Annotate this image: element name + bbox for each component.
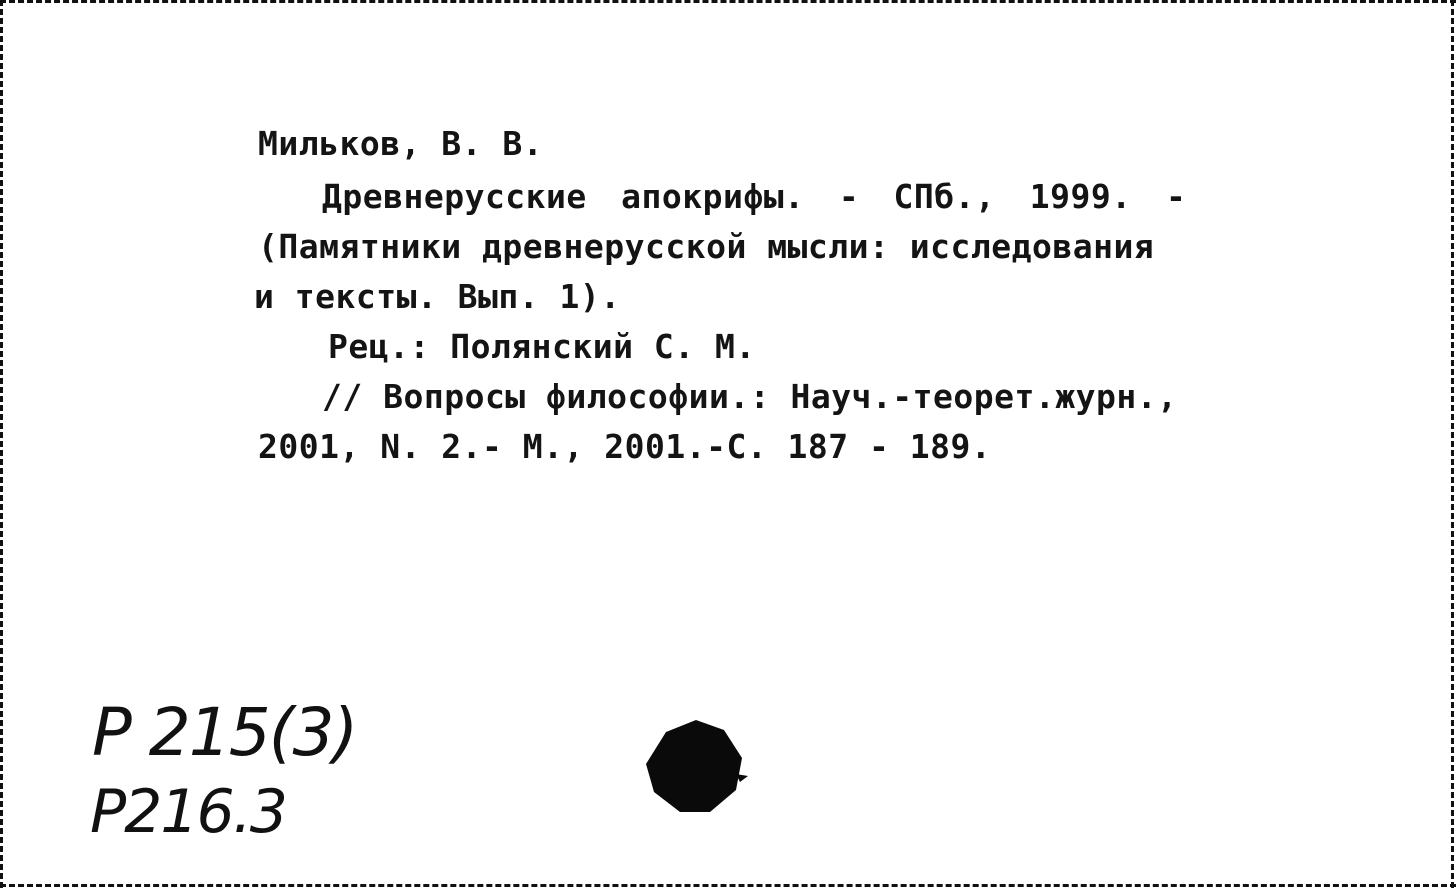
issue-pages-line: 2001, N. 2.- М., 2001.-С. 187 - 189. (258, 427, 992, 466)
card-left-border (0, 0, 3, 888)
card-top-border (0, 0, 1456, 3)
call-number-2: P216.3 (90, 777, 286, 847)
call-number-1: P 215(3) (92, 694, 357, 771)
journal-line: // Вопросы философии.: Науч.-теорет.журн., (322, 377, 1178, 416)
series-line: (Памятники древнерусской мысли: исследования (258, 227, 1155, 266)
author-heading: Мильков, В. В. (258, 124, 544, 163)
punch-hole (644, 718, 748, 816)
series-line-continued: и тексты. Вып. 1). (254, 277, 621, 316)
card-bottom-border (0, 884, 1456, 887)
card-right-border (1451, 0, 1454, 888)
title-line: Древнерусские апокрифы. - СПб., 1999. - (322, 177, 1187, 216)
reviewer-line: Рец.: Полянский С. М. (328, 327, 756, 366)
